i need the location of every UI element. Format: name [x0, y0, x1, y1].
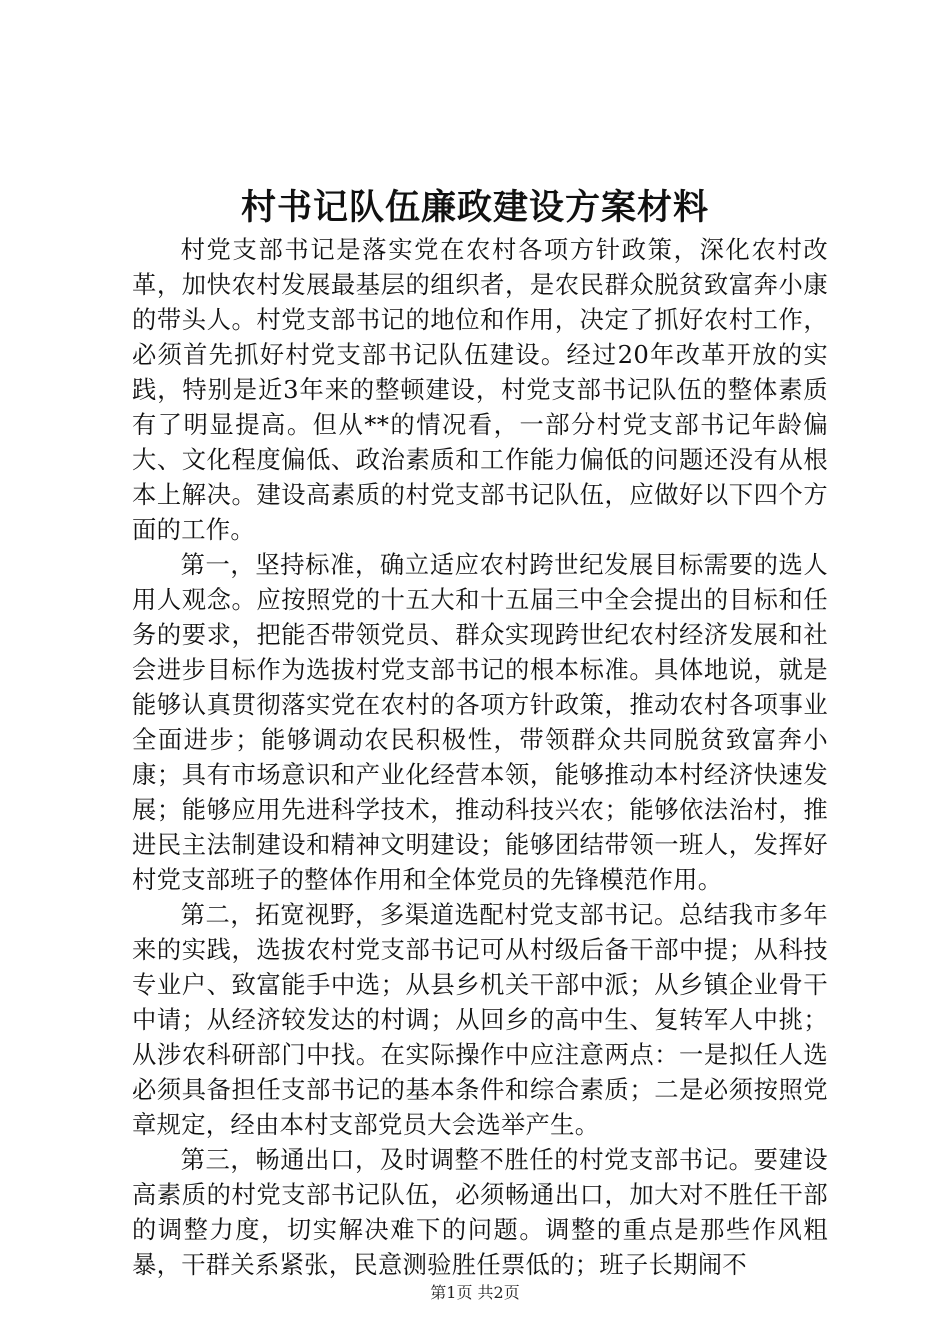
paragraph-third-point: 第三，畅通出口，及时调整不胜任的村党支部书记。要建设高素质的村党支部书记队伍，必须畅通出口，加大对不胜任干部的调整力度，切实解决难下的问题。调整的重点是那些作风粗暴，干群关系紧张，民意测验胜任票低的；班子长期闹不 [132, 1145, 828, 1279]
document-body [132, 232, 828, 1282]
page-footer: 第1页 共2页 [430, 1283, 520, 1302]
paragraph-intro: 村党支部书记是落实党在农村各项方针政策，深化农村改革，加快农村发展最基层的组织者，是农民群众脱贫致富奔小康的带头人。村党支部书记的地位和作用，决定了抓好农村工作，必须首先抓好村党支部书记队伍建设。经过20年改革开放的实践，特别是近3年来的整顿建设，村党支部书记队伍的整体素质有了明显提高。但从**的情况看，一部分村党支部书记年龄偏大、文化程度偏低、政治素质和工作能力偏低的问题还没有从根本上解决。建设高素质的村党支部书记队伍，应做好以下四个方面的工作。 [132, 235, 828, 544]
document-title: 村书记队伍廉政建设方案材料 [240, 187, 709, 228]
paragraph-first-point: 第一，坚持标准，确立适应农村跨世纪发展目标需要的选人用人观念。应按照党的十五大和十五届三中全会提出的目标和任务的要求，把能否带领党员、群众实现跨世纪农村经济发展和社会进步目标作为选拔村党支部书记的根本标准。具体地说，就是能够认真贯彻落实党在农村的各项方针政策，推动农村各项事业全面进步；能够调动农民积极性，带领群众共同脱贫致富奔小康；具有市场意识和产业化经营本领，能够推动本村经济快速发展；能够应用先进科学技术，推动科技兴农；能够依法治村，推进民主法制建设和精神文明建设；能够团结带领一班人，发挥好村党支部班子的整体作用和全体党员的先锋模范作用。 [132, 550, 828, 894]
paragraph-second-point: 第二，拓宽视野，多渠道选配村党支部书记。总结我市多年来的实践，选拔农村党支部书记可从村级后备干部中提；从科技专业户、致富能手中选；从县乡机关干部中派；从乡镇企业骨干中请；从经济较发达的村调；从回乡的高中生、复转军人中挑；从涉农科研部门中找。在实际操作中应注意两点：一是拟任人选必须具备担任支部书记的基本条件和综合素质；二是必须按照党章规定，经由本村支部党员大会选举产生。 [132, 900, 828, 1139]
